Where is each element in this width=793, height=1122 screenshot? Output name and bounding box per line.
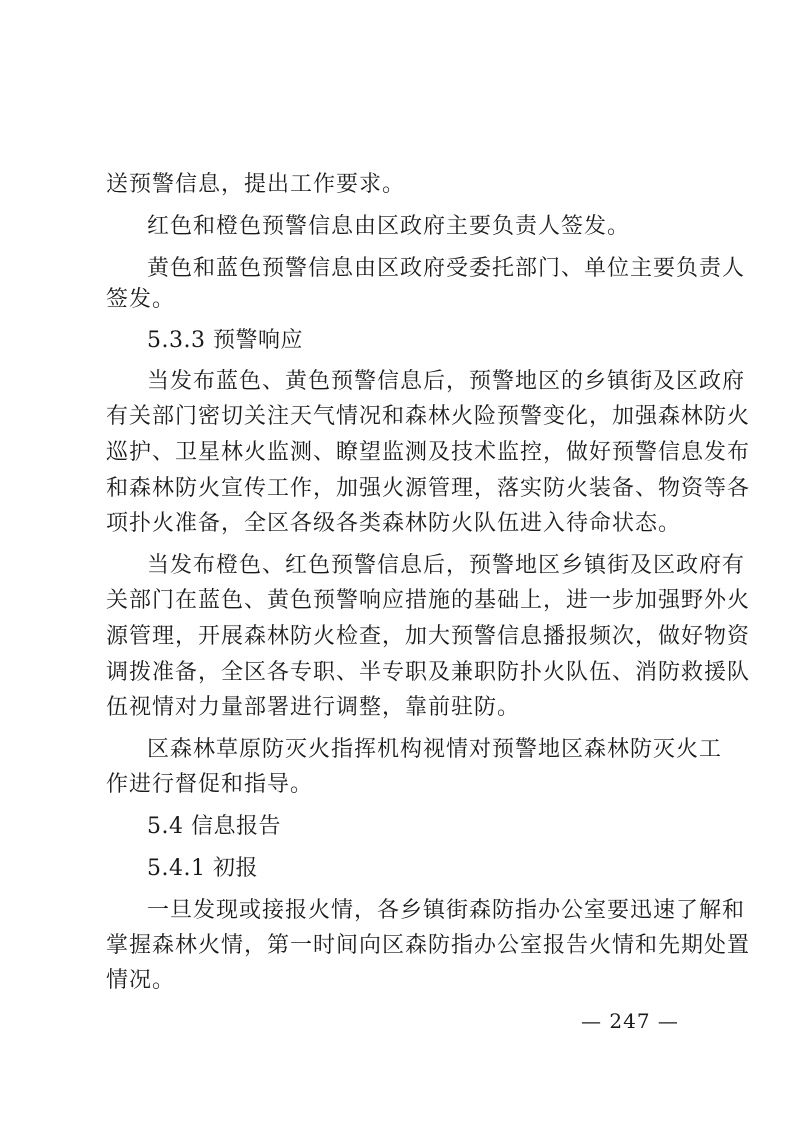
page-number: — 247 — [581, 1009, 679, 1033]
text-line: 和森林防火宣传工作，加强火源管理，落实防火装备、物资等各 [106, 476, 751, 501]
section-heading: 5.3.3 预警响应 [147, 328, 303, 353]
text-line: 签发。 [106, 287, 176, 312]
text-line: 作进行督促和指导。 [106, 772, 314, 797]
text-line: 关部门在蓝色、黄色预警响应措施的基础上，进一步加强野外火 [106, 588, 751, 613]
text-line: 掌握森林火情，第一时间向区森防指办公室报告火情和先期处置 [106, 933, 751, 958]
text-line: 情况。 [106, 968, 176, 993]
text-line: 源管理，开展森林防火检查，加大预警信息播报频次，做好物资 [106, 624, 751, 649]
text-line: 调拨准备，全区各专职、半专职及兼职防扑火队伍、消防救援队 [106, 660, 751, 685]
text-line: 巡护、卫星林火监测、瞭望监测及技术监控，做好预警信息发布 [106, 440, 751, 465]
text-line: 当发布蓝色、黄色预警信息后，预警地区的乡镇街及区政府 [147, 369, 746, 394]
section-heading: 5.4.1 初报 [147, 856, 258, 881]
text-line: 当发布橙色、红色预警信息后，预警地区乡镇街及区政府有 [147, 553, 746, 578]
text-line: 黄色和蓝色预警信息由区政府受委托部门、单位主要负责人 [147, 256, 746, 281]
text-line: 一旦发现或接报火情，各乡镇街森防指办公室要迅速了解和 [147, 898, 746, 923]
text-line: 有关部门密切关注天气情况和森林火险预警变化，加强森林防火 [106, 404, 751, 429]
text-line: 红色和橙色预警信息由区政府主要负责人签发。 [147, 214, 631, 239]
text-line: 伍视情对力量部署进行调整，靠前驻防。 [106, 695, 521, 720]
section-heading: 5.4 信息报告 [147, 814, 281, 839]
text-line: 项扑火准备，全区各级各类森林防火队伍进入待命状态。 [106, 511, 682, 536]
text-line: 区森林草原防灭火指挥机构视情对预警地区森林防灭火工 [147, 737, 723, 762]
text-line: 送预警信息，提出工作要求。 [106, 172, 406, 197]
